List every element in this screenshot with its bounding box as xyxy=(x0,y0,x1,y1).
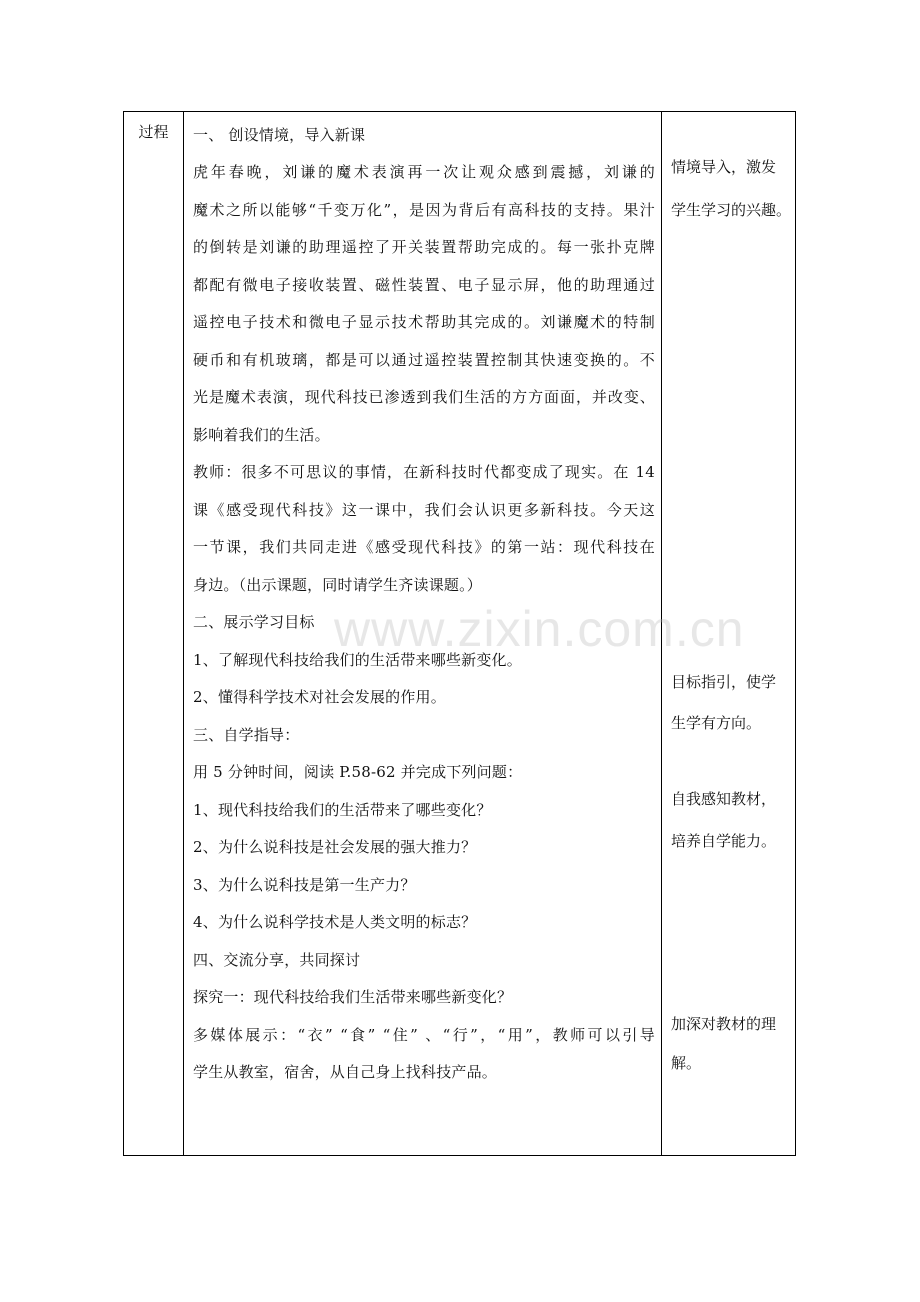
paragraph-line: 都配有微电子接收装置、磁性装置、电子显示屏，他的助理通过 xyxy=(193,276,655,294)
lesson-table xyxy=(123,111,796,1156)
section-heading: 二、展示学习目标 xyxy=(193,613,315,631)
list-item: 2、为什么说科技是社会发展的强大推力？ xyxy=(193,838,477,856)
paragraph-line: 多媒体展示：“衣” “食” “住” 、“行”，“用”，教师可以引导 xyxy=(193,1026,655,1044)
paragraph-line: 学生从教室，宿舍，从自己身上找科技产品。 xyxy=(193,1063,498,1081)
column-divider xyxy=(661,112,662,1155)
paragraph-line: 影响着我们的生活。 xyxy=(193,426,330,444)
list-item: 3、为什么说科技是第一生产力？ xyxy=(193,876,416,894)
list-item: 4、为什么说科学技术是人类文明的标志？ xyxy=(193,913,477,931)
note-line: 加深对教材的理 xyxy=(671,1015,777,1033)
list-item: 1、了解现代科技给我们的生活带来哪些新变化。 xyxy=(193,651,522,669)
paragraph-line: 一节课，我们共同走进《感受现代科技》的第一站：现代科技在 xyxy=(193,538,655,556)
column-divider xyxy=(183,112,184,1155)
note-line: 培养自学能力。 xyxy=(671,832,777,850)
note-line: 情境导入，激发 xyxy=(671,158,777,176)
note-line: 目标指引，使学 xyxy=(671,673,777,691)
note-line: 自我感知教材， xyxy=(671,790,777,808)
section-heading: 三、自学指导： xyxy=(193,726,300,744)
paragraph-line: 探究一：现代科技给我们生活带来哪些新变化？ xyxy=(193,988,513,1006)
watermark: www.zixin.com.cn xyxy=(334,601,745,657)
list-item: 1、现代科技给我们的生活带来了哪些变化？ xyxy=(193,801,492,819)
section-heading: 四、交流分享，共同探讨 xyxy=(193,951,361,969)
paragraph-line: 遥控电子技术和微电子显示技术帮助其完成的。刘谦魔术的特制 xyxy=(193,313,655,331)
paragraph-line: 的倒转是刘谦的助理遥控了开关装置帮助完成的。每一张扑克牌 xyxy=(193,238,655,256)
paragraph-line: 教师：很多不可思议的事情，在新科技时代都变成了现实。在 14 xyxy=(193,463,655,481)
paragraph-line: 用 5 分钟时间，阅读 P.58-62 并完成下列问题： xyxy=(193,763,523,781)
list-item: 2、懂得科学技术对社会发展的作用。 xyxy=(193,688,446,706)
paragraph-line: 虎年春晚，刘谦的魔术表演再一次让观众感到震撼，刘谦的 xyxy=(193,163,655,181)
note-line: 生学有方向。 xyxy=(671,714,762,732)
note-line: 解。 xyxy=(671,1054,702,1072)
paragraph-line: 魔术之所以能够“千变万化”，是因为背后有高科技的支持。果汁 xyxy=(193,201,655,219)
paragraph-line: 课《感受现代科技》这一课中，我们会认识更多新科技。今天这 xyxy=(193,501,655,519)
stage-label: 过程 xyxy=(138,123,169,141)
paragraph-line: 硬币和有机玻璃，都是可以通过遥控装置控制其快速变换的。不 xyxy=(193,351,655,369)
paragraph-line: 光是魔术表演，现代科技已渗透到我们生活的方方面面，并改变、 xyxy=(193,388,655,406)
section-heading: 一、 创设情境，导入新课 xyxy=(193,126,366,144)
note-line: 学生学习的兴趣。 xyxy=(671,201,792,219)
paragraph-line: 身边。（出示课题，同时请学生齐读课题。） xyxy=(193,576,483,594)
